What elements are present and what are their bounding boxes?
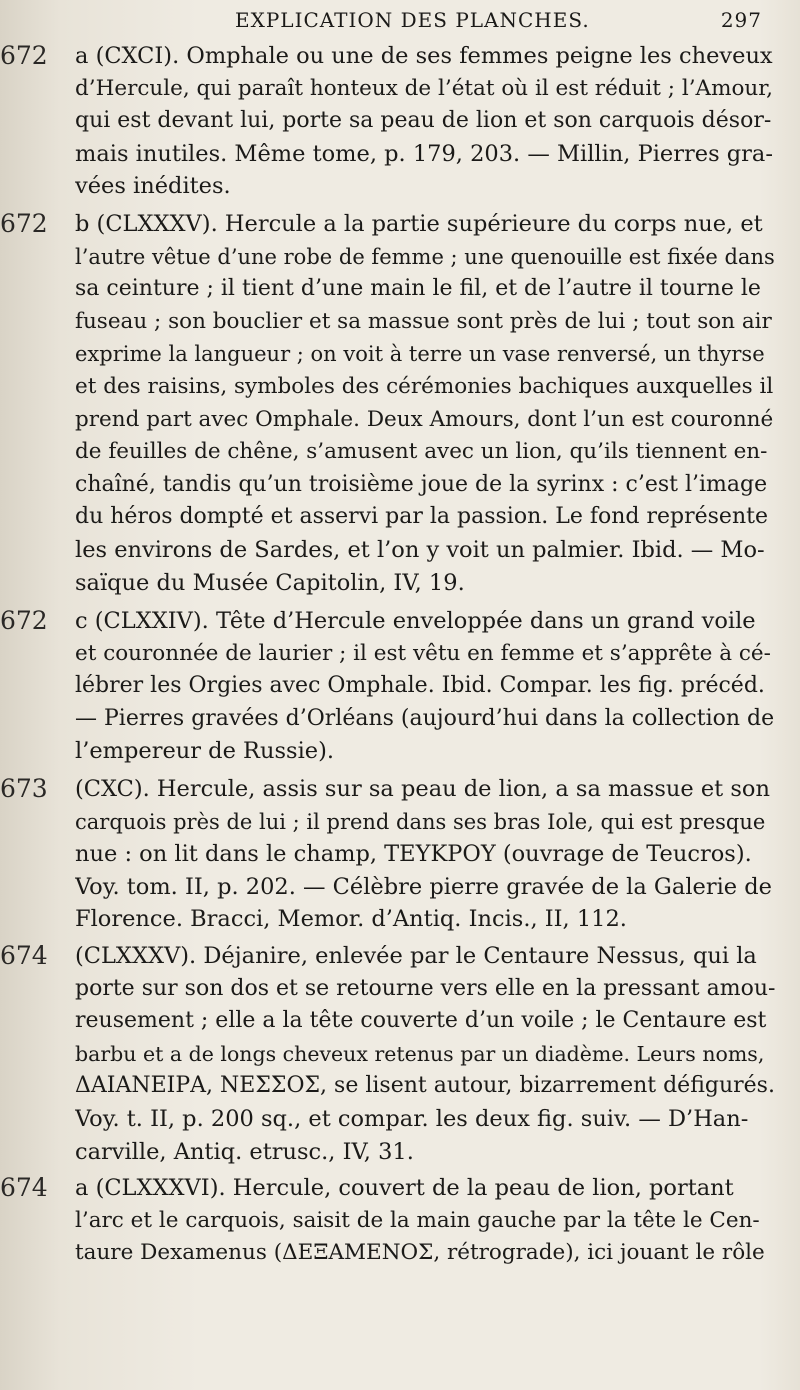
text-line: ΔΑΙΑΝΕΙΡΑ, ΝΕΣΣΟΣ, se lisent autour, bizarrement défigurés. (75, 1073, 775, 1099)
entry-text (75, 605, 775, 768)
text-line: vées inédites. (75, 173, 231, 200)
header-title: EXPLICATION DES PLANCHES. (235, 8, 590, 32)
entry-number: 672 (0, 41, 48, 70)
entry-number: 672 (0, 606, 48, 635)
entry-number: 672 (0, 209, 48, 238)
text-line: a (CXCI). Omphale ou une de ses femmes peigne les cheveux (75, 43, 773, 69)
text-line: du héros dompté et asservi par la passion. Le fond représente (75, 504, 768, 530)
running-header (235, 4, 762, 36)
entry-text (75, 40, 775, 203)
text-line: d’Hercule, qui paraît honteux de l’état où il est réduit ; l’Amour, (75, 75, 773, 101)
text-line: l’empereur de Russie). (75, 738, 335, 765)
text-line: carville, Antiq. etrusc., IV, 31. (75, 1138, 414, 1165)
text-line: barbu et a de longs cheveux retenus par un diadème. Leurs noms, (75, 1041, 765, 1066)
text-line: saïque du Musée Capitolin, IV, 19. (75, 569, 465, 596)
text-line: l’autre vêtue d’une robe de femme ; une quenouille est fixée dans (75, 244, 775, 269)
text-line: sa ceinture ; il tient d’une main le fil, et de l’autre il tourne le (75, 276, 761, 302)
text-line: de feuilles de chêne, s’amusent avec un lion, qu’ils tiennent en- (75, 439, 768, 465)
entry-text (75, 773, 775, 936)
text-line: mais inutiles. Même tome, p. 179, 203. — Millin, Pierres gra- (75, 140, 773, 167)
text-line: Florence. Bracci, Memor. d’Antiq. Incis., II, 112. (75, 906, 627, 933)
text-line: qui est devant lui, porte sa peau de lion et son carquois désor- (75, 108, 772, 134)
text-line: taure Dexamenus (ΔΕΞΑΜΕΝΟΣ, rétrograde), ici jouant le rôle (75, 1240, 765, 1266)
text-line: prend part avec Omphale. Deux Amours, dont l’un est couronné (75, 406, 774, 432)
text-line: carquois près de lui ; il prend dans ses bras Iole, qui est presque (75, 809, 766, 834)
text-line: Voy. t. II, p. 200 sq., et compar. les deux fig. suiv. — D’Han- (75, 1105, 749, 1132)
entry-text (75, 208, 775, 599)
entry-text (75, 1172, 775, 1270)
text-line: (CLXXXV). Déjanire, enlevée par le Centaure Nessus, qui la (75, 943, 757, 969)
text-line: (CXC). Hercule, assis sur sa peau de lion, a sa massue et son (75, 776, 770, 802)
text-line: b (CLXXXV). Hercule a la partie supérieure du corps nue, et (75, 211, 763, 237)
text-line: reusement ; elle a la tête couverte d’un voile ; le Centaure est (75, 1008, 767, 1034)
text-line: fuseau ; son bouclier et sa massue sont près de lui ; tout son air (75, 308, 772, 334)
text-line: lébrer les Orgies avec Omphale. Ibid. Compar. les fig. précéd. (75, 673, 765, 699)
text-line: chaîné, tandis qu’un troisième joue de la syrinx : c’est l’image (75, 471, 768, 497)
entry-text (75, 940, 775, 1168)
page-number: 297 (720, 8, 762, 32)
text-line: nue : on lit dans le champ, ΤΕΥΚΡΟΥ (ouvrage de Teucros). (75, 841, 752, 868)
text-line: — Pierres gravées d’Orléans (aujourd’hui dans la collection de (75, 705, 775, 731)
entry-number: 674 (0, 941, 48, 970)
text-line: et couronnée de laurier ; il est vêtu en femme et s’apprête à cé- (75, 640, 771, 666)
text-line: l’arc et le carquois, saisit de la main gauche par la tête le Cen- (75, 1207, 760, 1233)
entry-number: 674 (0, 1173, 48, 1202)
entry-number: 673 (0, 774, 48, 803)
text-line: c (CLXXIV). Tête d’Hercule enveloppée dans un grand voile (75, 608, 756, 634)
text-line: exprime la langueur ; on voit à terre un vase renversé, un thyrse (75, 342, 765, 367)
text-line: les environs de Sardes, et l’on y voit un palmier. Ibid. — Mo- (75, 536, 765, 563)
text-line: et des raisins, symboles des cérémonies bachiques auxquelles il (75, 373, 774, 399)
text-line: porte sur son dos et se retourne vers elle en la pressant amou- (75, 975, 775, 1001)
text-line: Voy. tom. II, p. 202. — Célèbre pierre gravée de la Galerie de (75, 873, 772, 900)
text-line: a (CLXXXVI). Hercule, couvert de la peau de lion, portant (75, 1175, 734, 1201)
